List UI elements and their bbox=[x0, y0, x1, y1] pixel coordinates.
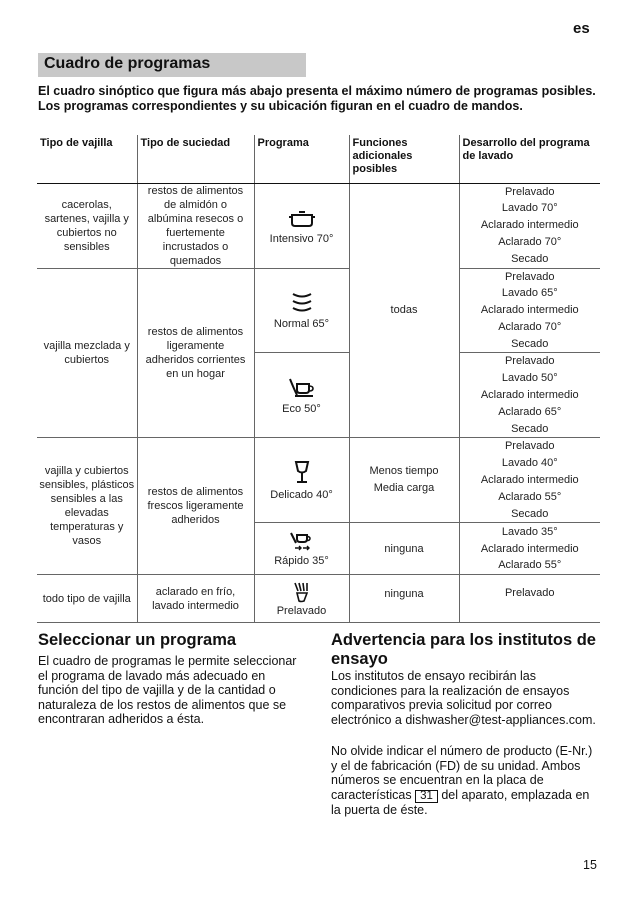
intro-text: El cuadro sinóptico que figura más abajo presenta el máximo número de programas posibles. Los programas correspondientes y su ubicación figuran en el cuadro de mandos. bbox=[38, 84, 596, 113]
header-funciones: Funciones adicionales posibles bbox=[349, 135, 459, 183]
funciones-cell: todas bbox=[349, 183, 459, 438]
steps-cell bbox=[459, 183, 600, 268]
pot-icon bbox=[287, 207, 317, 229]
program-name: Normal 65° bbox=[273, 318, 330, 331]
suciedad-cell: restos de alimentos de almidón o albúmina resecos o fuertemente incrustados o quemados bbox=[137, 183, 254, 268]
program-prelavado bbox=[254, 575, 349, 623]
step: Lavado 35° bbox=[501, 525, 558, 538]
funciones-cell: ninguna bbox=[349, 575, 459, 623]
suciedad-cell: restos de alimentos ligeramente adheridos corrientes en un hogar bbox=[137, 268, 254, 438]
program-delicado bbox=[254, 438, 349, 523]
header-desarrollo: Desarrollo del programa de lavado bbox=[459, 135, 600, 183]
step: Prelavado bbox=[504, 587, 555, 600]
program-name: Prelavado bbox=[276, 604, 327, 617]
step: Lavado 70° bbox=[501, 202, 558, 215]
step: Aclarado intermedio bbox=[480, 474, 579, 487]
step: Lavado 50° bbox=[501, 372, 558, 385]
program-table bbox=[37, 135, 600, 623]
testing-institutes-heading: Advertencia para los institutos de ensayo bbox=[331, 631, 596, 668]
wine-glass-icon bbox=[287, 459, 317, 485]
step: Aclarado intermedio bbox=[480, 389, 579, 402]
table-row bbox=[37, 575, 600, 623]
table-header-row bbox=[37, 135, 600, 183]
step: Aclarado 65° bbox=[498, 405, 562, 418]
step: Prelavado bbox=[504, 270, 555, 283]
testing-institutes-text-1: Los institutos de ensayo recibirán las condiciones para la realización de ensayos comparativos previa solicitud por correo electrónico a dishwasher@test-appliances.com. bbox=[331, 669, 596, 727]
program-intensivo bbox=[254, 183, 349, 268]
step: Aclarado intermedio bbox=[480, 304, 579, 317]
program-normal bbox=[254, 268, 349, 353]
vajilla-cell: vajilla y cubiertos sensibles, plásticos sensibles a las elevadas temperaturas y vasos bbox=[37, 438, 137, 575]
program-name: Eco 50° bbox=[282, 403, 321, 416]
step: Lavado 40° bbox=[501, 457, 558, 470]
text-part: del aparato, emplazada en la puerta de éste. bbox=[331, 787, 590, 817]
step: Lavado 65° bbox=[501, 287, 558, 300]
step: Secado bbox=[511, 422, 549, 435]
reference-number-box: 31 bbox=[415, 790, 438, 803]
header-programa: Programa bbox=[254, 135, 349, 183]
program-name: Intensivo 70° bbox=[269, 232, 334, 245]
select-program-heading: Seleccionar un programa bbox=[38, 631, 237, 649]
step: Prelavado bbox=[504, 185, 555, 198]
funciones-cell: ninguna bbox=[349, 523, 459, 575]
program-rapido bbox=[254, 523, 349, 575]
header-suciedad: Tipo de suciedad bbox=[137, 135, 254, 183]
table-row bbox=[37, 438, 600, 523]
step: Prelavado bbox=[504, 440, 555, 453]
vajilla-cell: cacerolas, sartenes, vajilla y cubiertos no sensibles bbox=[37, 183, 137, 268]
quick-cup-icon bbox=[286, 531, 318, 553]
suciedad-cell: aclarado en frío, lavado intermedio bbox=[137, 575, 254, 623]
steps-cell bbox=[459, 575, 600, 623]
select-program-text: El cuadro de programas le permite seleccionar el programa de lavado más adecuado en función del tipo de vajilla y de la cantidad o naturaleza de los restos de alimentos que se encontraran adheridos a ésta. bbox=[38, 654, 297, 727]
language-tag: es bbox=[573, 20, 590, 37]
section-title: Cuadro de programas bbox=[44, 55, 211, 72]
steps-cell bbox=[459, 523, 600, 575]
testing-institutes-text-2 bbox=[331, 744, 601, 817]
eco-cup-icon bbox=[287, 375, 317, 399]
plates-icon bbox=[287, 290, 317, 314]
step: Aclarado 70° bbox=[498, 320, 562, 333]
program-name: Rápido 35° bbox=[274, 554, 329, 567]
table-row bbox=[37, 268, 600, 353]
step: Aclarado 55° bbox=[498, 490, 562, 503]
table-row bbox=[37, 183, 600, 268]
step: Secado bbox=[511, 507, 549, 520]
program-name: Delicado 40° bbox=[270, 489, 333, 502]
header-vajilla: Tipo de vajilla bbox=[37, 135, 137, 183]
step: Aclarado intermedio bbox=[480, 219, 579, 232]
page-number: 15 bbox=[583, 858, 597, 872]
program-eco bbox=[254, 353, 349, 438]
steps-cell bbox=[459, 438, 600, 523]
vajilla-cell: todo tipo de vajilla bbox=[37, 575, 137, 623]
step: Aclarado 70° bbox=[498, 235, 562, 248]
text-part: No olvide indicar el número de producto (E-Nr.) y el de fabricación (FD) de su unidad. Ambos números se encuentran en la placa de características bbox=[331, 744, 593, 802]
steps-cell bbox=[459, 353, 600, 438]
step: Secado bbox=[511, 337, 549, 350]
funciones-cell: Menos tiempo Media carga bbox=[349, 438, 459, 523]
vajilla-cell: vajilla mezclada y cubiertos bbox=[37, 268, 137, 438]
step: Prelavado bbox=[504, 355, 555, 368]
spray-icon bbox=[287, 581, 317, 603]
step: Secado bbox=[511, 252, 549, 265]
step: Aclarado intermedio bbox=[480, 542, 579, 555]
step: Aclarado 55° bbox=[498, 559, 562, 572]
suciedad-cell: restos de alimentos frescos ligeramente adheridos bbox=[137, 438, 254, 575]
steps-cell bbox=[459, 268, 600, 353]
